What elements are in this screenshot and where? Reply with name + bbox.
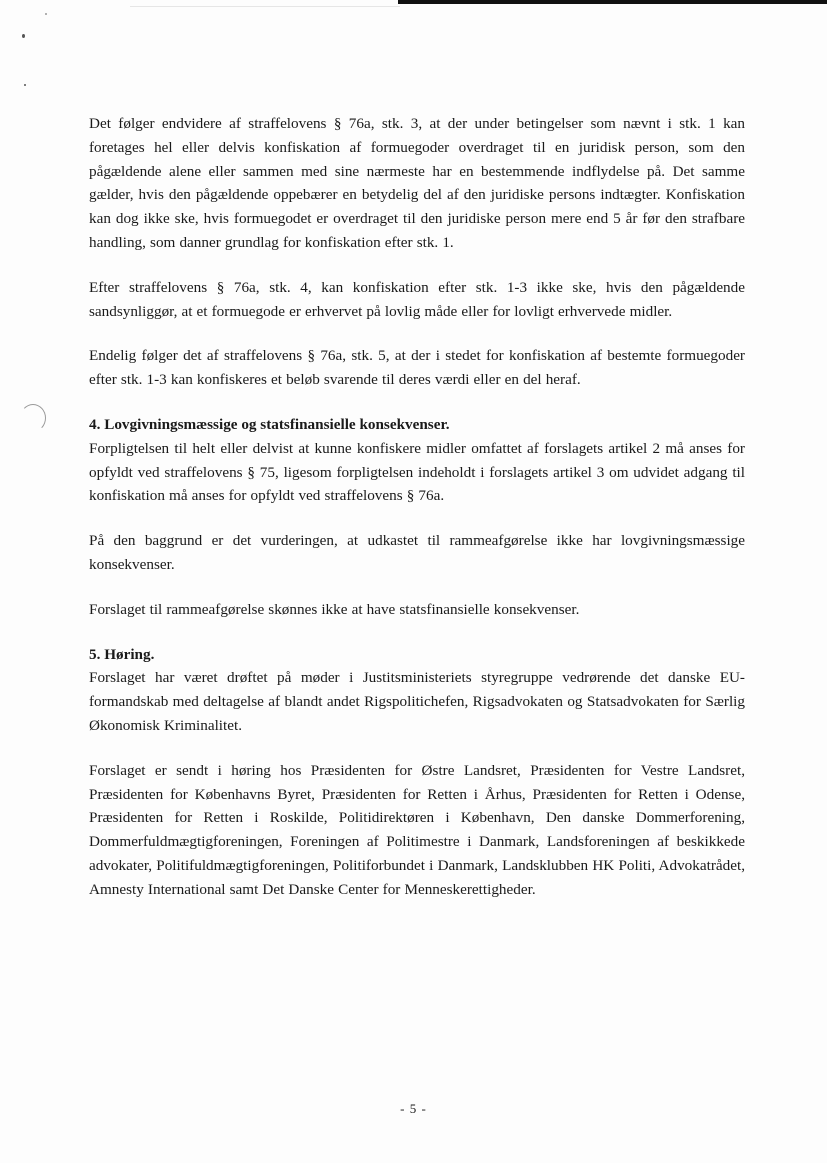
- paragraph-stk-5: Endelig følger det af straffelovens § 76a, stk. 5, at der i stedet for konfiskation af bestemte formuegoder efter stk. 1-3 kan konfiskeres et beløb svarende til deres værdi eller en del heraf.: [89, 347, 745, 389]
- punch-hole-mark: [20, 404, 46, 432]
- section-heading-consequences: 4. Lovgivningsmæssige og statsfinansielle konsekvenser.: [89, 415, 450, 433]
- paragraph-forpligtelsen: Forpligtelsen til helt eller delvist at kunne konfiskere midler omfattet af forslagets artikel 2 må anses for opfyldt ved straffelovens § 75, ligesom forpligtelsen indeholdt i forslagets artikel 3 om udvidet adgang til konfiskation må anses for opfyldt ved straffelovens § 76a.: [89, 439, 745, 505]
- page-number: - 5 -: [400, 1101, 427, 1116]
- paragraph-statsfinansielle: Forslaget til rammeafgørelse skønnes ikke at have statsfinansielle konsekvenser.: [89, 600, 580, 618]
- paragraph-droeftet: Forslaget har været drøftet på møder i Justitsministeriets styregruppe vedrørende det danske EU-formandskab med deltagelse af blandt andet Rigspolitichefen, Rigsadvokaten og Statsadvokaten for Særlig Økonomisk Kriminalitet.: [89, 669, 745, 734]
- paragraph-stk-4: Efter straffelovens § 76a, stk. 4, kan konfiskation efter stk. 1-3 ikke ske, hvis den pågældende sandsynliggør, at et formuegode er erhvervet på lovlig måde eller for lovligt erhvervede midler.: [89, 278, 745, 320]
- scan-edge-line: [398, 0, 827, 4]
- scan-speck: [24, 84, 26, 86]
- scan-speck: [45, 13, 47, 15]
- scan-speck: [22, 34, 25, 38]
- paragraph-hoeringsparter: Forslaget er sendt i høring hos Præsidenten for Østre Landsret, Præsidenten for Vestre Landsret, Præsidenten for Københavns Byret, Præsidenten for Retten i Århus, Præsidenten for Retten i Odense, Præsidenten for Retten i Roskilde, Politidirektøren i København, Den danske Dommerforening, Dommerfuldmægtigforeningen, Foreningen af Politimestre i Danmark, Landsforeningen af beskikkede advokater, Politifuldmægtigforeningen, Politiforbundet i Danmark, Landsklubben HK Politi, Advokatrådet, Amnesty International samt Det Danske Center for Menneskerettigheder.: [89, 761, 745, 898]
- scan-edge-shadow: [130, 6, 400, 7]
- document-body: [89, 112, 745, 902]
- paragraph-vurdering: På den baggrund er det vurderingen, at udkastet til rammeafgørelse ikke har lovgivningsmæssige konsekvenser.: [89, 532, 745, 573]
- paragraph-konfiskation-juridisk-person: Det følger endvidere af straffelovens § 76a, stk. 3, at der under betingelser som nævnt i stk. 1 kan foretages hel eller delvis konfiskation af formuegoder overdraget til en juridisk person, som den pågældende alene eller sammen med sine nærmeste har en bestemmende indflydelse på. Det samme gælder, hvis den pågældende oppebærer en betydelig del af den juridiske persons indtægter. Konfiskation kan dog ikke ske, hvis formuegodet er overdraget til den juridiske person mere end 5 år før den strafbare handling, som danner grundlag for konfiskation efter stk. 1.: [89, 115, 745, 251]
- section-heading-hearing: 5. Høring.: [89, 645, 155, 663]
